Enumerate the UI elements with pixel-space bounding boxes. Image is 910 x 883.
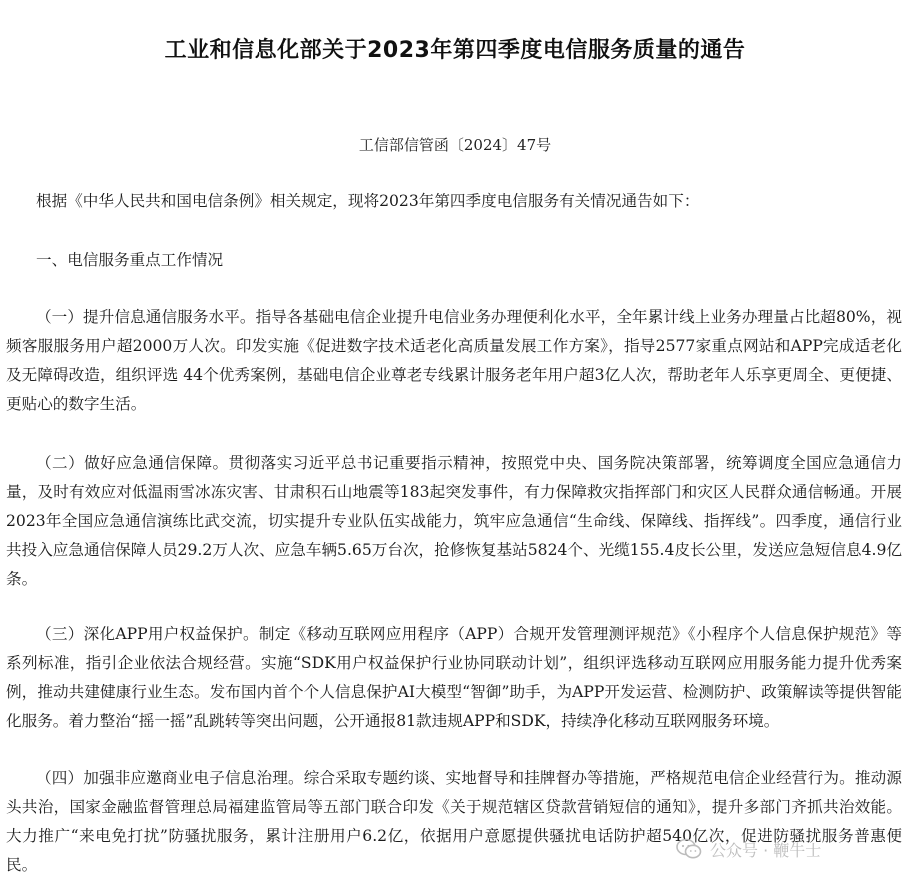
watermark-text: 公众号 · 鞭牛士 xyxy=(710,840,822,860)
paragraph-spam-governance: （四）加强非应邀商业电子信息治理。综合采取专题约谈、实地督导和挂牌督办等措施，严格规范电信企业经营行为。推动源头共治，国家金融监督管理总局福建监管局等五部门联合印发《关于规范辖区贷款营销短信的通知》，提升多部门齐抓共治效能。大力推广“来电免打扰”防骚扰服务，累计注册用户6.2亿，依据用户意愿提供骚扰电话防护超540亿次，促进防骚扰服务普惠便民。 xyxy=(6,769,902,874)
document-number: 工信部信管函〔2024〕47号 xyxy=(358,136,552,154)
section-heading: 一、电信服务重点工作情况 xyxy=(36,251,224,269)
intro-paragraph: 根据《中华人民共和国电信条例》相关规定，现将2023年第四季度电信服务有关情况通告如下： xyxy=(36,192,700,210)
paragraph-emergency-comms: （二）做好应急通信保障。贯彻落实习近平总书记重要指示精神，按照党中央、国务院决策部署，统筹调度全国应急通信力量，及时有效应对低温雨雪冰冻灾害、甘肃积石山地震等183起突发事件，有力保障救灾指挥部门和灾区人民群众通信畅通。开展2023年全国应急通信演练比武交流，切实提升专业队伍实战能力，筑牢应急通信“生命线、保障线、指挥线”。四季度，通信行业共投入应急通信保障人员29.2万人次、应急车辆5.65万台次，抢修恢复基站5824个、光缆155.4皮长公里，发送应急短信息4.9亿条。 xyxy=(6,454,902,588)
paragraph-app-protection: （三）深化APP用户权益保护。制定《移动互联网应用程序（APP）合规开发管理测评规范》《小程序个人信息保护规范》等系列标准，指引企业依法合规经营。实施“SDK用户权益保护行业协同联动计划”，组织评选移动互联网应用服务能力提升优秀案例，推动共建健康行业生态。发布国内首个个人信息保护AI大模型“智御”助手，为APP开发运营、检测防护、政策解读等提供智能化服务。着力整治“摇一摇”乱跳转等突出问题，公开通报81款违规APP和SDK，持续净化移动互联网服务环境。 xyxy=(6,625,902,730)
page-title: 工业和信息化部关于2023年第四季度电信服务质量的通告 xyxy=(164,38,746,63)
wechat-icon xyxy=(676,838,702,860)
paragraph-service-level: （一）提升信息通信服务水平。指导各基础电信企业提升电信业务办理便利化水平，全年累计线上业务办理量占比超80%，视频客服服务用户超2000万人次。印发实施《促进数字技术适老化高质量发展工作方案》，指导2577家重点网站和APP完成适老化及无障碍改造，组织评选 44个优秀案例，基础电信企业尊老专线累计服务老年用户超3亿人次，帮助老年人乐享更周全、更便捷、更贴心的数字生活。 xyxy=(6,308,902,413)
watermark xyxy=(676,835,821,863)
